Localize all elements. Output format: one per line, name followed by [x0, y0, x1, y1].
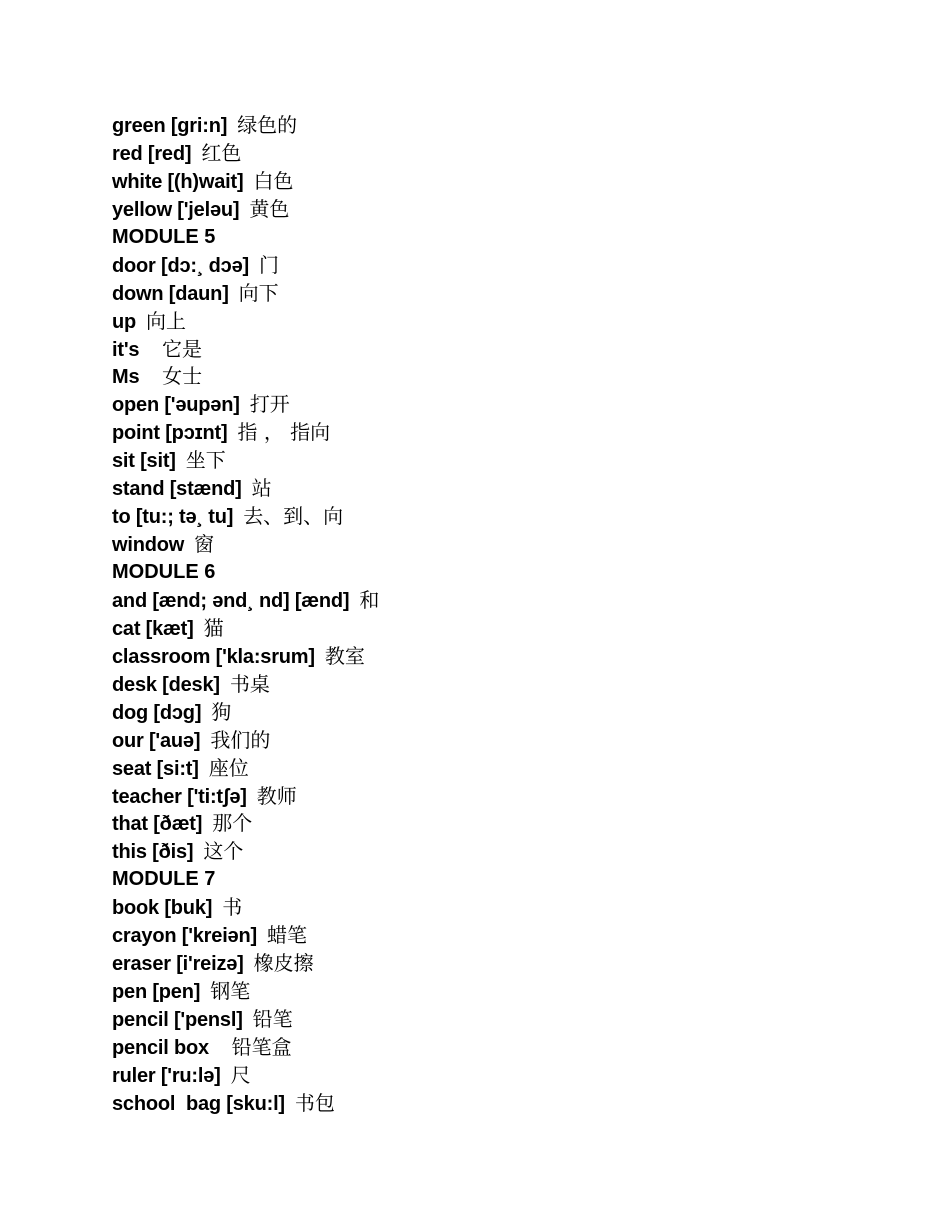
vocab-word: pencil box — [112, 1036, 209, 1059]
vocab-entry — [112, 336, 892, 364]
vocab-entry — [112, 168, 892, 196]
vocab-word: green [gri:n] — [112, 115, 228, 137]
vocab-entry — [112, 1006, 892, 1034]
module-heading — [112, 224, 892, 252]
vocab-word: classroom ['kla:srum] — [112, 645, 315, 668]
vocab-word: down [daun] — [112, 282, 229, 305]
vocab-word: pen [pen] — [112, 981, 201, 1004]
vocab-word: school bag [sku:l] — [112, 1092, 285, 1115]
vocab-entry — [112, 783, 892, 811]
vocab-translation: 狗 — [211, 699, 232, 724]
vocab-entry — [112, 308, 892, 336]
vocab-translation: 钢笔 — [210, 979, 251, 1004]
vocab-translation: 和 — [359, 587, 380, 612]
vocab-entry — [112, 894, 892, 922]
vocab-word: dog [dɔg] — [112, 701, 202, 724]
vocab-entry — [112, 755, 892, 783]
vocab-translation: 打开 — [249, 392, 290, 417]
vocab-entry — [112, 615, 892, 643]
module-heading — [112, 866, 892, 894]
vocab-translation: 这个 — [203, 839, 244, 864]
vocab-entry — [112, 196, 892, 224]
vocab-translation: 白色 — [253, 168, 294, 193]
vocab-translation: 坐下 — [185, 448, 226, 473]
vocab-entry — [112, 838, 892, 866]
vocab-entry — [112, 391, 892, 419]
vocab-translation: 它是 — [149, 336, 203, 361]
vocab-entry — [112, 475, 892, 503]
vocab-translation: 我们的 — [210, 727, 271, 752]
vocab-word: book [buk] — [112, 897, 213, 920]
module-heading — [112, 559, 892, 587]
vocab-translation: 那个 — [212, 811, 253, 836]
vocab-entry — [112, 531, 892, 559]
vocab-translation: 去、到、向 — [243, 504, 344, 529]
vocab-entry — [112, 643, 892, 671]
vocab-translation: 猫 — [203, 615, 224, 640]
vocab-entry — [112, 727, 892, 755]
vocab-translation: 窗 — [194, 532, 215, 557]
vocab-entry — [112, 363, 892, 391]
vocab-entry — [112, 112, 892, 140]
vocab-entry — [112, 922, 892, 950]
module-heading-text: MODULE 7 — [112, 868, 216, 891]
vocab-translation: 红色 — [201, 140, 242, 165]
vocab-word: window — [112, 534, 185, 557]
vocab-word: stand [stænd] — [112, 478, 242, 501]
vocab-translation: 门 — [259, 252, 279, 277]
vocab-entry — [112, 447, 892, 475]
vocab-word: ruler ['ru:lə] — [112, 1064, 221, 1087]
vocab-translation: 向上 — [146, 308, 187, 333]
vocab-word: that [ðæt] — [112, 813, 203, 836]
vocab-word: yellow ['jeləu] — [112, 198, 240, 221]
vocab-translation: 教室 — [324, 643, 365, 668]
vocab-word: door [dɔ:¸ dɔə] — [112, 254, 249, 277]
vocab-word: up — [112, 310, 137, 333]
vocab-entry — [112, 699, 892, 727]
vocab-translation: 橡皮擦 — [253, 951, 314, 976]
vocab-word: pencil ['pensl] — [112, 1009, 243, 1031]
vocab-word: it's — [112, 338, 140, 361]
vocab-translation: 绿色的 — [237, 113, 298, 137]
vocab-word: eraser [i'reizə] — [112, 953, 244, 976]
vocab-word: red [red] — [112, 142, 192, 165]
vocab-translation: 向下 — [238, 280, 279, 305]
vocab-translation: 蜡笔 — [266, 923, 307, 948]
vocab-entry — [112, 978, 892, 1006]
vocab-translation: 站 — [251, 476, 272, 501]
vocab-entry — [112, 1062, 892, 1090]
vocab-entry — [112, 252, 892, 280]
vocab-entry — [112, 280, 892, 308]
vocab-entry — [112, 950, 892, 978]
vocab-word: and [ænd; ənd¸ nd] [ænd] — [112, 589, 350, 612]
vocab-word: to [tu:; tə¸ tu] — [112, 506, 234, 529]
vocab-word: point [pɔɪnt] — [112, 422, 228, 445]
vocab-translation: 黄色 — [249, 196, 290, 221]
vocab-entry — [112, 140, 892, 168]
vocab-translation: 尺 — [230, 1062, 251, 1087]
vocab-entry — [112, 419, 892, 447]
vocabulary-list — [112, 112, 892, 1118]
vocab-entry — [112, 503, 892, 531]
vocab-translation: 铅笔盒 — [218, 1034, 292, 1059]
vocab-translation: 指 ， 指向 — [237, 420, 331, 445]
vocab-entry — [112, 671, 892, 699]
vocab-entry — [112, 1090, 892, 1118]
vocab-word: desk [desk] — [112, 673, 220, 696]
vocab-translation: 女士 — [149, 364, 203, 389]
vocab-word: seat [si:t] — [112, 757, 199, 780]
vocab-word: cat [kæt] — [112, 617, 194, 640]
vocab-word: this [ðis] — [112, 841, 194, 864]
vocab-word: our ['auə] — [112, 729, 201, 752]
module-heading-text: MODULE 5 — [112, 225, 216, 248]
module-heading-text: MODULE 6 — [112, 561, 216, 583]
vocab-entry — [112, 1034, 892, 1062]
vocab-word: open ['əupən] — [112, 394, 240, 417]
vocab-entry — [112, 810, 892, 838]
vocab-translation: 书包 — [294, 1090, 335, 1115]
vocab-word: Ms — [112, 366, 140, 389]
vocab-entry — [112, 587, 892, 615]
vocab-word: crayon ['kreiən] — [112, 925, 257, 948]
vocab-translation: 书 — [222, 895, 243, 920]
vocab-translation: 座位 — [208, 755, 249, 780]
vocab-word: sit [sit] — [112, 450, 176, 473]
vocab-translation: 铅笔 — [252, 1007, 293, 1031]
vocab-translation: 教师 — [256, 783, 297, 808]
vocab-word: teacher ['ti:tʃə] — [112, 785, 247, 808]
vocab-translation: 书桌 — [229, 671, 270, 696]
vocab-word: white [(h)wait] — [112, 170, 244, 193]
